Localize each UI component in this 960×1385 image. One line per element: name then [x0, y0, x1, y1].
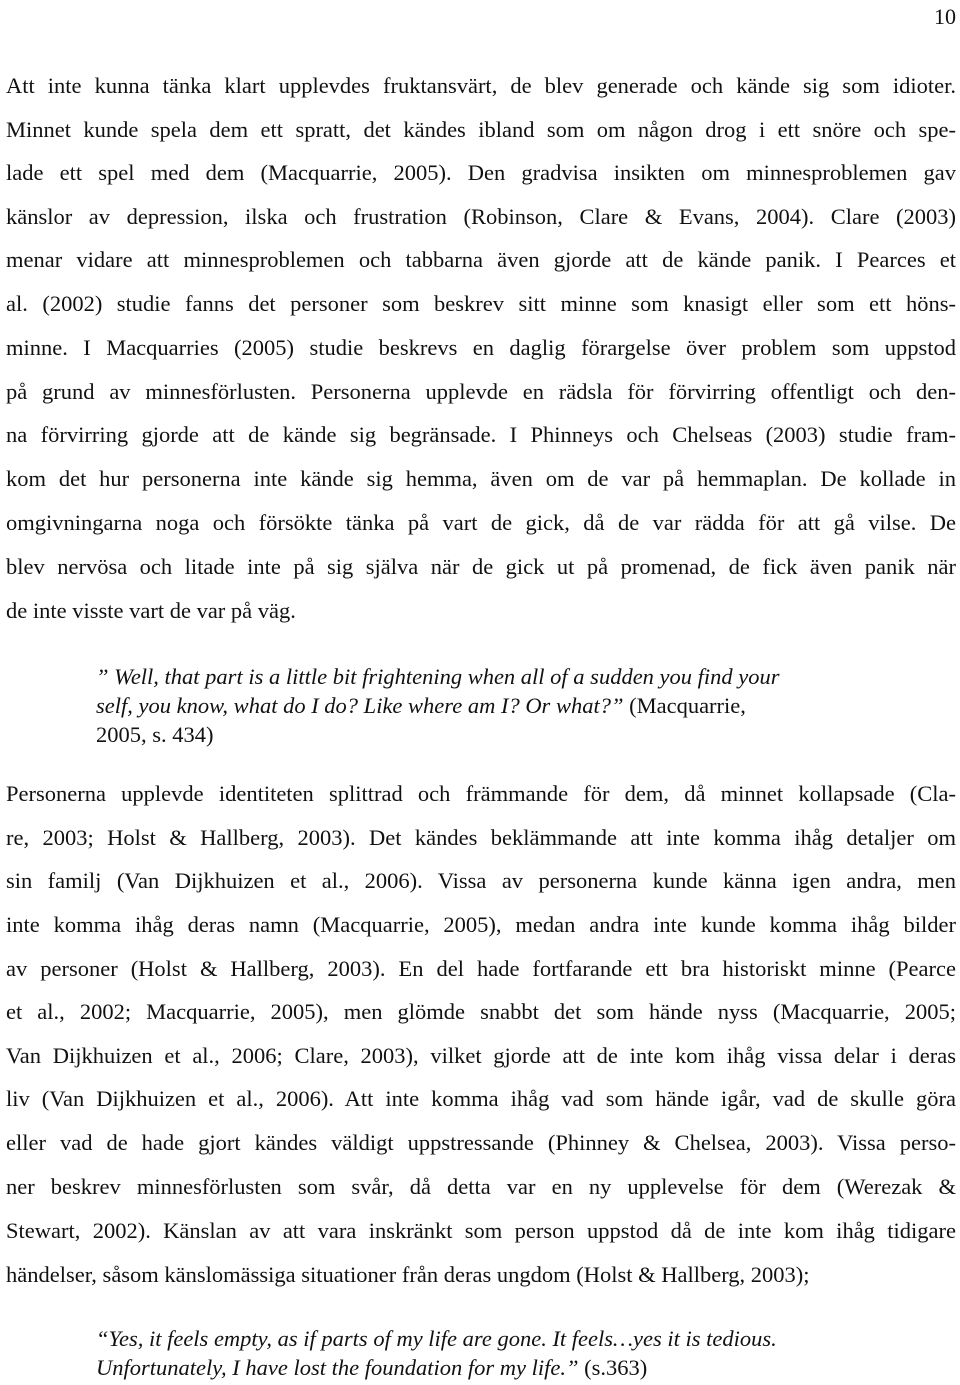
quote-text: ” Well, that part is a little bit frightening when all of a sudden you find your — [96, 664, 780, 689]
paragraph-line: Stewart, 2002). Känslan av att vara inskränkt som person uppstod då de inte kom ihåg tidigare — [6, 1218, 956, 1243]
quote-text: “Yes, it feels empty, as if parts of my life are gone. It feels…yes it is tedious. — [96, 1326, 777, 1351]
paragraph-line: de inte visste vart de var på väg. — [6, 598, 296, 623]
paragraph-line: kom det hur personerna inte kände sig hemma, även om de var på hemmaplan. De kollade in — [6, 466, 956, 491]
block-quote-line — [96, 692, 746, 720]
quote-citation: (Macquarrie, — [623, 693, 746, 718]
paragraph-line: menar vidare att minnesproblemen och tabbarna även gjorde att de kände panik. I Pearces et — [6, 247, 956, 272]
quote-citation: (s.363) — [578, 1355, 648, 1380]
paragraph-line: på grund av minnesförlusten. Personerna upplevde en rädsla för förvirring offentligt och den- — [6, 379, 956, 404]
paragraph-line: Minnet kunde spela dem ett spratt, det kändes ibland som om någon drog i ett snöre och spe- — [6, 117, 956, 142]
paragraph-line: ner beskrev minnesförlusten som svår, då detta var en ny upplevelse för dem (Werezak & — [6, 1174, 956, 1199]
paragraph-line: Van Dijkhuizen et al., 2006; Clare, 2003), vilket gjorde att de inte kom ihåg vissa delar i deras — [6, 1043, 956, 1068]
page-number: 10 — [934, 4, 956, 29]
block-quote-line — [96, 663, 780, 691]
paragraph-line: Att inte kunna tänka klart upplevdes fruktansvärt, de blev generade och kände sig som idioter. — [6, 73, 956, 98]
paragraph-line: et al., 2002; Macquarrie, 2005), men glömde snabbt det som hände nyss (Macquarrie, 2005; — [6, 999, 956, 1024]
block-quote-line — [96, 1325, 777, 1353]
paragraph-line: na förvirring gjorde att de kände sig begränsade. I Phinneys och Chelseas (2003) studie fram- — [6, 422, 956, 447]
paragraph-line: liv (Van Dijkhuizen et al., 2006). Att inte komma ihåg vad som hände igår, vad de skulle göra — [6, 1086, 956, 1111]
paragraph-line: händelser, såsom känslomässiga situationer från deras ungdom (Holst & Hallberg, 2003); — [6, 1262, 810, 1287]
paragraph-line: lade ett spel med dem (Macquarrie, 2005). Den gradvisa insikten om minnesproblemen gav — [6, 160, 956, 185]
paragraph-line: sin familj (Van Dijkhuizen et al., 2006). Vissa av personerna kunde känna igen andra, men — [6, 868, 956, 893]
paragraph-line: omgivningarna noga och försökte tänka på vart de gick, då de var rädda för att gå vilse. De — [6, 510, 956, 535]
paragraph-line: Personerna upplevde identiteten splittrad och främmande för dem, då minnet kollapsade (Cla- — [6, 781, 956, 806]
paragraph-line: al. (2002) studie fanns det personer som beskrev sitt minne som knasigt eller som ett höns- — [6, 291, 956, 316]
quote-text: self, you know, what do I do? Like where am I? Or what?” — [96, 693, 624, 718]
paragraph-line: inte komma ihåg deras namn (Macquarrie, 2005), medan andra inte kunde komma ihåg bilder — [6, 912, 956, 937]
quote-text: Unfortunately, I have lost the foundation for my life.” — [96, 1355, 579, 1380]
paragraph-line: eller vad de hade gjort kändes väldigt uppstressande (Phinney & Chelsea, 2003). Vissa perso- — [6, 1130, 956, 1155]
paragraph-line: blev nervösa och litade inte på sig själva när de gick ut på promenad, de fick även panik när — [6, 554, 956, 579]
block-quote-line — [96, 1354, 647, 1382]
paragraph-line: re, 2003; Holst & Hallberg, 2003). Det kändes beklämmande att inte komma ihåg detaljer om — [6, 825, 956, 850]
block-quote-line: 2005, s. 434) — [96, 722, 214, 747]
paragraph-line: känslor av depression, ilska och frustration (Robinson, Clare & Evans, 2004). Clare (2003) — [6, 204, 956, 229]
paragraph-line: minne. I Macquarries (2005) studie beskrevs en daglig förargelse över problem som uppstod — [6, 335, 956, 360]
paragraph-line: av personer (Holst & Hallberg, 2003). En del hade fortfarande ett bra historiskt minne (Pearce — [6, 956, 956, 981]
